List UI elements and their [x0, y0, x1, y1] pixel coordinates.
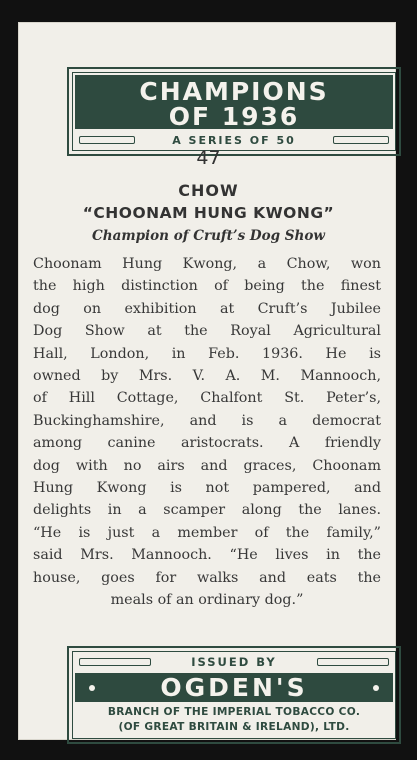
description-line: dog with no airs and graces, Choonam — [33, 457, 381, 474]
series-title-line2: OF 1936 — [168, 102, 300, 131]
description-line: owned by Mrs. V. A. M. Mannooch, — [33, 368, 381, 385]
description-line: Buckinghamshire, and is a democrat — [33, 412, 381, 429]
description-line: among canine aristocrats. A friendly — [33, 435, 381, 452]
description-line: Hall, London, in Feb. 1936. He is — [33, 345, 381, 362]
champion-title: Champion of Cruft’s Dog Show — [92, 228, 325, 244]
footer-frame — [67, 646, 401, 744]
series-title-line1: CHAMPIONS — [139, 77, 329, 106]
description-line: dog on exhibition at Cruft’s Jubilee — [33, 300, 381, 317]
description-line: Choonam Hung Kwong, a Chow, won — [33, 256, 381, 272]
breed-heading: CHOW — [178, 181, 239, 200]
series-subtitle: A SERIES OF 50 — [172, 134, 296, 147]
issued-by-label: ISSUED BY — [191, 655, 277, 669]
branch-line-1: BRANCH OF THE IMPERIAL TOBACCO CO. — [107, 706, 361, 718]
description-line: Hung Kwong is not pampered, and — [33, 480, 381, 497]
description-line: said Mrs. Mannooch. “He lives in the — [33, 547, 381, 564]
brand-name: OGDEN'S — [160, 673, 308, 702]
right-bar-ornament — [333, 136, 389, 144]
description-line: Dog Show at the Royal Agricultural — [33, 323, 381, 340]
description-line: “He is just a member of the family,” — [33, 524, 381, 541]
description-line: of Hill Cottage, Chalfont St. Peter’s, — [33, 390, 381, 407]
dot-ornament — [373, 685, 379, 691]
issued-row — [75, 655, 393, 669]
description-line: meals of an ordinary dog.” — [110, 592, 304, 609]
right-bar-ornament — [317, 658, 389, 666]
description-line: delights in a scamper along the lanes. — [33, 502, 381, 519]
description-line: the high distinction of being the finest — [33, 278, 381, 295]
header-banner — [75, 75, 393, 129]
brand-band — [75, 673, 393, 702]
description-line: house, goes for walks and eats the — [33, 569, 381, 586]
header-frame — [67, 67, 401, 156]
card-description — [33, 253, 381, 612]
branch-line-2: (OF GREAT BRITAIN & IRELAND), LTD. — [118, 721, 350, 733]
card-number: 47 — [196, 147, 221, 169]
dog-name-heading: “CHOONAM HUNG KWONG” — [82, 204, 335, 222]
